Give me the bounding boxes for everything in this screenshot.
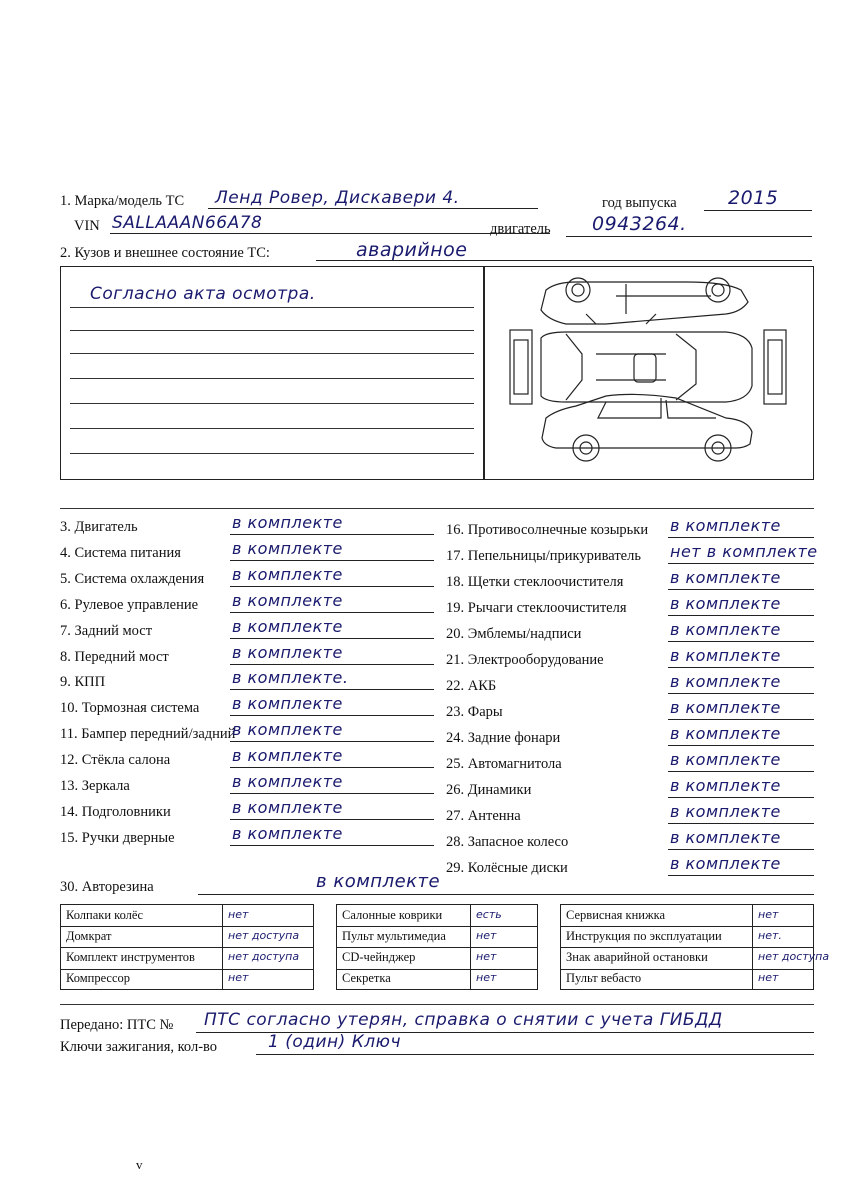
table-cell-value: есть: [476, 908, 502, 921]
table-cell-value: нет: [476, 950, 497, 963]
year-label: год выпуска: [602, 195, 677, 211]
checklist-item-value: в комплекте: [670, 828, 781, 847]
checklist-item-label: 17. Пепельницы/прикуриватель: [446, 548, 641, 564]
checklist-item-label: 24. Задние фонари: [446, 730, 561, 746]
table-cell-value: нет доступа: [228, 950, 300, 963]
checklist-item-value: в комплекте.: [232, 668, 349, 688]
notes-line: [70, 403, 474, 404]
checklist-item-label: 23. Фары: [446, 704, 503, 720]
checklist-item-underline: [230, 586, 434, 587]
checklist-item-underline: [668, 589, 814, 590]
checklist-item-value: в комплекте: [670, 776, 781, 795]
checklist-item-value: в комплекте: [670, 698, 781, 717]
checklist-item-underline: [230, 612, 434, 613]
table-cell-value: нет.: [758, 929, 782, 942]
table-cell-value: нет: [228, 908, 249, 921]
checklist-item-underline: [230, 793, 434, 794]
checklist-item-label: 15. Ручки дверные: [60, 829, 175, 846]
table-cell-label: Компрессор: [66, 971, 131, 985]
table-cell-label: Пульт мультимедиа: [342, 929, 446, 943]
checklist-item-underline: [230, 534, 434, 535]
checklist-item-label: 14. Подголовники: [60, 803, 171, 820]
checklist-item-label: 22. АКБ: [446, 678, 497, 694]
item-30-value: в комплекте: [316, 871, 441, 892]
checklist-item-underline: [230, 767, 434, 768]
engine-underline: [566, 236, 812, 237]
checklist-item-underline: [230, 741, 434, 742]
checklist-item-value: в комплекте: [232, 564, 343, 584]
checklist-item-underline: [668, 641, 814, 642]
checklist-item-value: в комплекте: [232, 694, 343, 714]
table-cell-label: Домкрат: [66, 929, 112, 943]
checklist-item-label: 21. Электрооборудование: [446, 652, 604, 668]
checklist-item-value: в комплекте: [670, 854, 781, 873]
notes-line: [70, 378, 474, 379]
checklist-item-value: нет в комплекте: [670, 542, 818, 561]
checklist-item-underline: [230, 560, 434, 561]
item-2-label: 2. Кузов и внешнее состояние ТС:: [60, 245, 270, 261]
checklist-item-value: в комплекте: [232, 616, 343, 636]
checklist-item-value: в комплекте: [232, 772, 343, 791]
table-cell-value: нет: [228, 971, 249, 984]
checklist-item-label: 5. Система охлаждения: [60, 570, 205, 587]
checklist-item-label: 19. Рычаги стеклоочистителя: [446, 600, 627, 616]
checklist-item-label: 29. Колёсные диски: [446, 860, 568, 876]
checklist-item-label: 9. КПП: [60, 674, 106, 691]
checklist-item-underline: [668, 563, 814, 564]
item-1-label: 1. Марка/модель ТС: [60, 193, 185, 209]
checklist-item-underline: [668, 875, 814, 876]
checklist-item-underline: [668, 615, 814, 616]
checklist-item-value: в комплекте: [670, 568, 781, 587]
checklist-item-value: в комплекте: [670, 620, 781, 639]
checklist-item-label: 26. Динамики: [446, 782, 532, 798]
model-underline: [208, 208, 538, 209]
table-row-divider: [60, 926, 314, 927]
checklist-item-label: 25. Автомагнитола: [446, 756, 562, 772]
table-cell-label: Сервисная книжка: [566, 908, 666, 922]
table-cell-label: Знак аварийной остановки: [566, 950, 708, 964]
checklist-item-underline: [668, 667, 814, 668]
checklist-item-label: 12. Стёкла салона: [60, 752, 171, 769]
table-cell-label: Колпаки колёс: [66, 908, 144, 922]
checklist-item-value: в комплекте: [670, 672, 781, 691]
vin-underline: [110, 233, 550, 234]
checklist-item-underline: [230, 638, 434, 639]
item-30-label: 30. Авторезина: [60, 879, 154, 895]
keys-value: 1 (один) Ключ: [268, 1032, 401, 1052]
table-row-divider: [560, 947, 814, 948]
table-row-divider: [336, 926, 538, 927]
keys-underline: [256, 1054, 814, 1055]
checklist-item-underline: [230, 689, 434, 690]
checklist-item-value: в комплекте: [232, 746, 343, 766]
bottom-mark: v: [136, 1157, 143, 1172]
table-cell-value: нет: [476, 971, 497, 984]
checklist-item-value: в комплекте: [670, 594, 781, 613]
checklist-item-label: 13. Зеркала: [60, 778, 130, 794]
checklist-item-value: в комплекте: [670, 646, 781, 665]
checklist-item-label: 20. Эмблемы/надписи: [446, 626, 582, 642]
pts-label: Передано: ПТС №: [60, 1017, 174, 1033]
checklist-item-underline: [230, 664, 434, 665]
checklist-item-value: в комплекте: [232, 823, 343, 843]
checklist-item-underline: [668, 693, 814, 694]
table-row-divider: [60, 947, 314, 948]
checklist-item-underline: [668, 537, 814, 538]
table-row-divider: [336, 947, 538, 948]
checklist-item-value: в комплекте: [232, 513, 343, 532]
checklist-item-value: в комплекте: [232, 720, 343, 740]
table-row-divider: [560, 926, 814, 927]
notes-line: [70, 330, 474, 331]
table-cell-label: Комплект инструментов: [66, 950, 195, 964]
vin-label: VIN: [74, 218, 100, 234]
footer-divider: [60, 1004, 814, 1005]
checklist-item-label: 16. Противосолнечные козырьки: [446, 522, 649, 538]
year-value: 2015: [728, 187, 779, 209]
checklist-item-value: в комплекте: [232, 538, 343, 558]
table-cell-value: нет доступа: [758, 950, 830, 963]
keys-label: Ключи зажигания, кол-во: [60, 1039, 218, 1055]
checklist-item-label: 7. Задний мост: [60, 622, 153, 639]
checklist-item-underline: [230, 715, 434, 716]
checklist-item-value: в комплекте: [232, 590, 343, 610]
engine-label: двигатель: [490, 221, 551, 237]
table-cell-value: нет: [758, 971, 779, 984]
checklist-item-value: в комплекте: [670, 516, 781, 535]
section-divider: [60, 508, 814, 509]
checklist-item-label: 4. Система питания: [60, 544, 181, 561]
checklist-item-label: 27. Антенна: [446, 808, 521, 824]
checklist-item-label: 18. Щетки стеклоочистителя: [446, 574, 624, 590]
notes-line: [70, 428, 474, 429]
checklist-item-label: 6. Рулевое управление: [60, 596, 199, 613]
checklist-item-label: 10. Тормозная система: [60, 700, 200, 717]
checklist-item-label: 8. Передний мост: [60, 648, 169, 665]
model-value: Ленд Ровер, Дискавери 4.: [215, 188, 460, 208]
vin-value: SALLAAAN66A78: [112, 213, 263, 233]
checklist-item-value: в комплекте: [670, 750, 781, 769]
table-cell-value: нет доступа: [228, 929, 300, 942]
year-underline: [704, 210, 812, 211]
checklist-item-value: в комплекте: [232, 642, 343, 662]
table-cell-value: нет: [758, 908, 779, 921]
checklist-item-underline: [668, 719, 814, 720]
item-30-underline: [198, 894, 814, 895]
checklist-item-underline: [668, 797, 814, 798]
notes-value: Согласно акта осмотра.: [90, 284, 316, 304]
notes-line: [70, 307, 474, 308]
notes-line: [70, 353, 474, 354]
table-cell-label: Салонные коврики: [342, 908, 443, 922]
car-outline-diagram: [486, 268, 812, 478]
checklist-item-underline: [668, 771, 814, 772]
table-cell-value: нет: [476, 929, 497, 942]
checklist-item-label: 28. Запасное колесо: [446, 834, 569, 850]
checklist-item-value: в комплекте: [670, 724, 781, 743]
checklist-item-underline: [230, 819, 434, 820]
table-cell-label: Инструкция по эксплуатации: [566, 929, 722, 943]
checklist-item-label: 3. Двигатель: [60, 519, 138, 535]
table-cell-label: Секретка: [342, 971, 391, 985]
checklist-item-label: 11. Бампер передний/задний: [60, 726, 236, 743]
checklist-item-underline: [668, 849, 814, 850]
checklist-item-underline: [668, 745, 814, 746]
notes-line: [70, 453, 474, 454]
engine-value: 0943264.: [592, 213, 687, 235]
checklist-item-value: в комплекте: [670, 802, 781, 821]
pts-value: ПТС согласно утерян, справка о снятии с учета ГИБДД: [204, 1010, 723, 1030]
checklist-item-underline: [230, 845, 434, 846]
body-state-value: аварийное: [356, 239, 468, 261]
table-cell-label: Пульт вебасто: [566, 971, 642, 985]
checklist-item-value: в комплекте: [232, 797, 343, 817]
table-cell-label: CD-чейнджер: [342, 950, 416, 964]
checklist-item-underline: [668, 823, 814, 824]
